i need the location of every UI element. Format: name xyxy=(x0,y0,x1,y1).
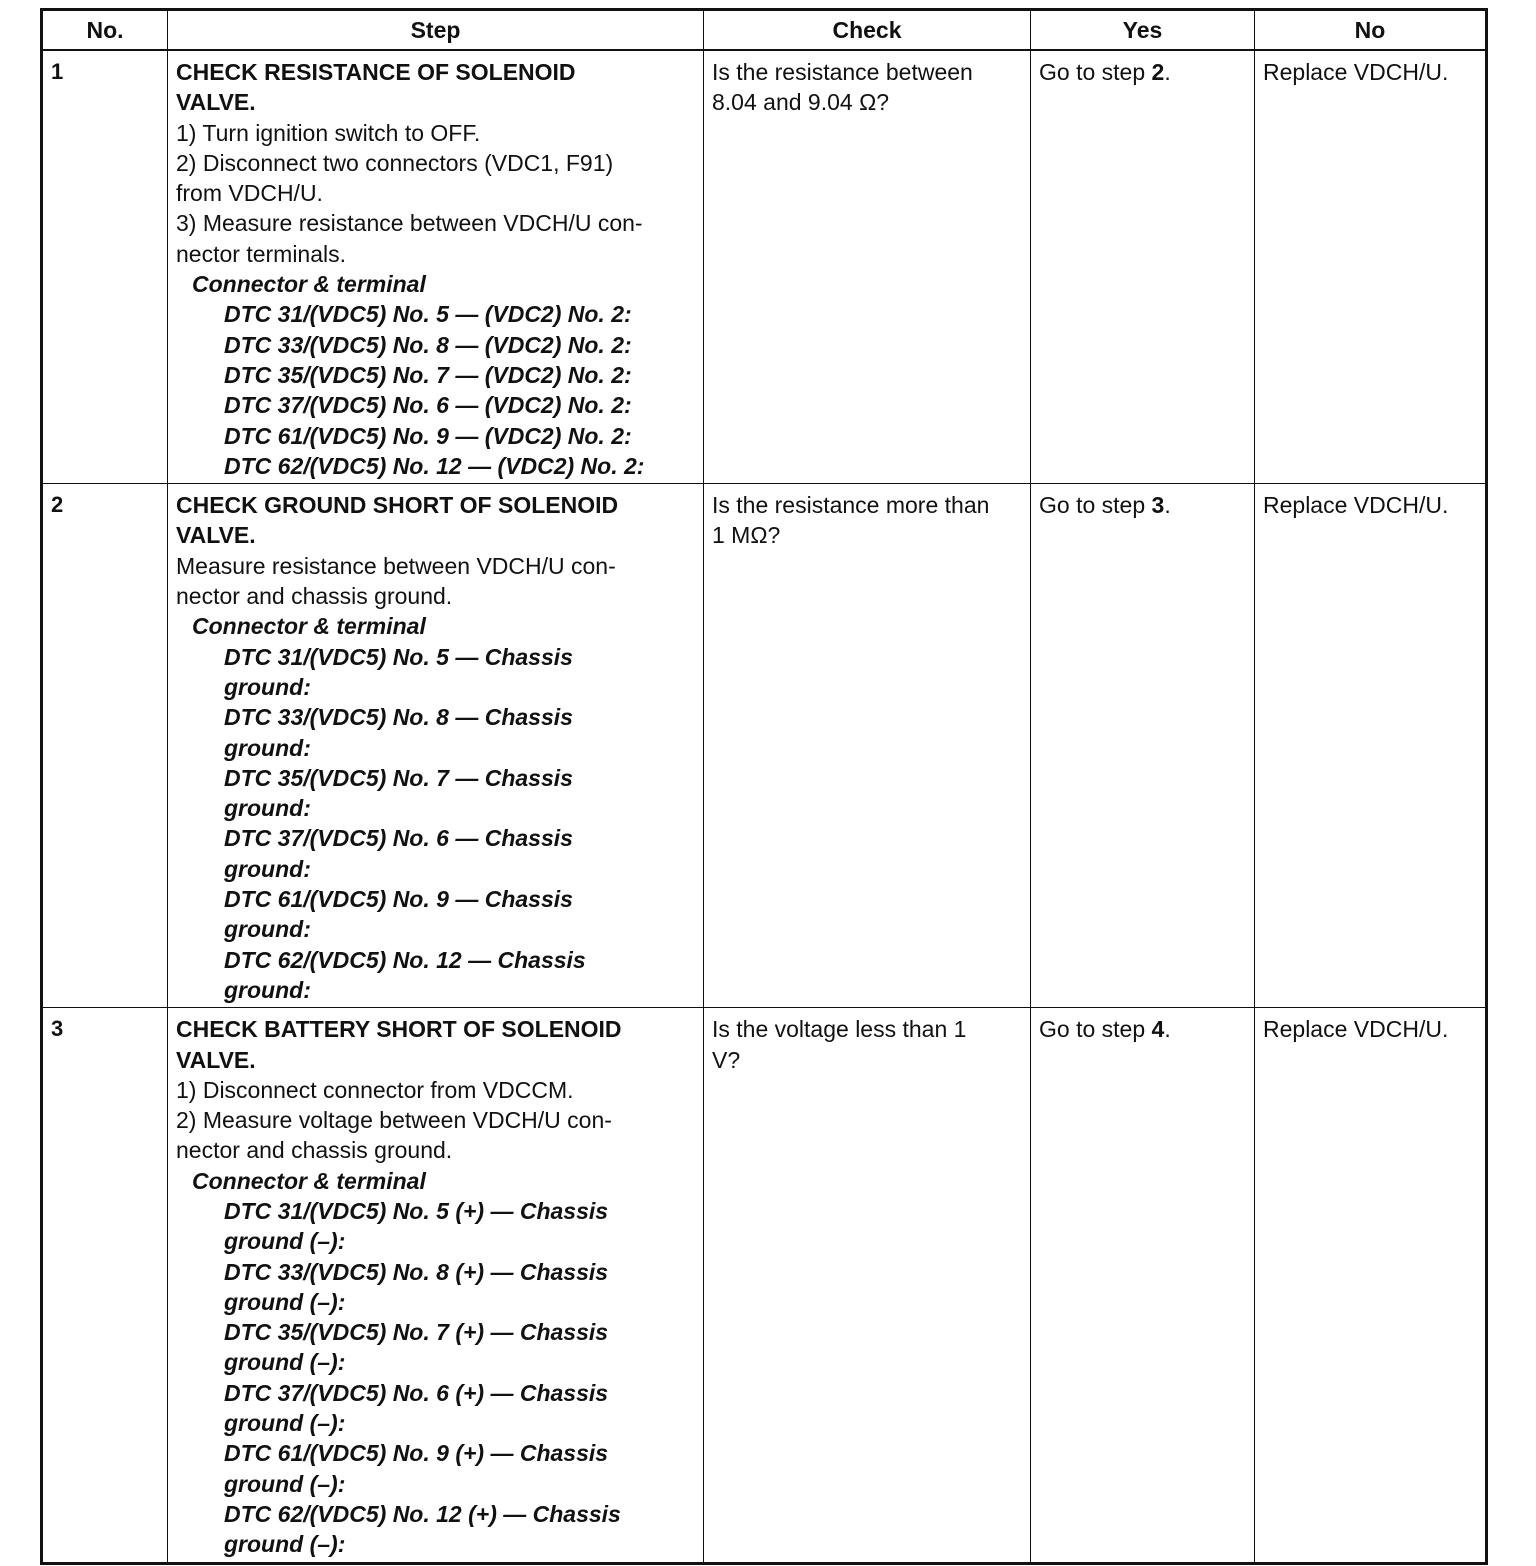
header-yes: Yes xyxy=(1031,10,1255,51)
terminal-item: DTC 37/(VDC5) No. 6 (+) — Chassis xyxy=(224,1379,609,1406)
step-instruction: nector and chassis ground. xyxy=(176,1137,453,1164)
step-number-cell: 2 xyxy=(42,484,168,1008)
terminal-item: DTC 33/(VDC5) No. 8 — Chassis xyxy=(224,704,573,731)
terminal-item: ground (–): xyxy=(224,1470,346,1497)
connector-heading: Connector & terminal xyxy=(192,1167,426,1194)
terminal-item: ground: xyxy=(224,673,311,700)
step-instruction: nector and chassis ground. xyxy=(176,583,453,610)
terminal-item: DTC 35/(VDC5) No. 7 (+) — Chassis xyxy=(224,1319,609,1346)
terminal-item: ground: xyxy=(224,795,311,822)
terminal-item: DTC 35/(VDC5) No. 7 — (VDC2) No. 2: xyxy=(224,361,632,388)
terminal-item: ground: xyxy=(224,734,311,761)
header-row xyxy=(42,10,1487,51)
step-instruction: from VDCH/U. xyxy=(176,180,323,207)
step-number-cell: 1 xyxy=(42,50,168,484)
table-row xyxy=(42,1008,1487,1563)
step-title: CHECK RESISTANCE OF SOLENOID xyxy=(176,59,576,85)
step-title: VALVE. xyxy=(176,89,256,116)
header-no: No. xyxy=(42,10,168,51)
terminal-item: DTC 62/(VDC5) No. 12 — Chassis xyxy=(224,946,586,973)
yes-cell xyxy=(1031,484,1255,1008)
yes-step-number: 3 xyxy=(1151,492,1165,519)
check-cell xyxy=(704,484,1031,1008)
connector-heading: Connector & terminal xyxy=(192,271,426,298)
yes-prefix: Go to step xyxy=(1039,59,1152,85)
yes-step-number: 2 xyxy=(1151,59,1165,85)
yes-cell xyxy=(1031,50,1255,484)
check-text: 1 MΩ? xyxy=(712,522,781,549)
terminal-item: DTC 37/(VDC5) No. 6 — (VDC2) No. 2: xyxy=(224,392,632,419)
terminal-item: ground: xyxy=(224,916,311,943)
terminal-item: DTC 61/(VDC5) No. 9 — (VDC2) No. 2: xyxy=(224,422,632,449)
connector-heading: Connector & terminal xyxy=(192,613,426,640)
no-action-cell: Replace VDCH/U. xyxy=(1255,484,1487,1008)
check-text: V? xyxy=(712,1046,741,1073)
terminal-item: DTC 33/(VDC5) No. 8 — (VDC2) No. 2: xyxy=(224,331,632,358)
terminal-item: DTC 61/(VDC5) No. 9 — Chassis xyxy=(224,886,573,913)
terminal-item: ground (–): xyxy=(224,1288,346,1315)
terminal-item: DTC 31/(VDC5) No. 5 — (VDC2) No. 2: xyxy=(224,301,632,328)
step-instruction: 2) Measure voltage between VDCH/U con- xyxy=(176,1107,612,1134)
terminal-item: DTC 31/(VDC5) No. 5 (+) — Chassis xyxy=(224,1197,609,1224)
step-instruction: 3) Measure resistance between VDCH/U con- xyxy=(176,210,643,237)
check-text: Is the voltage less than 1 xyxy=(712,1016,967,1043)
step-title: CHECK GROUND SHORT OF SOLENOID xyxy=(176,492,619,519)
step-title: CHECK BATTERY SHORT OF SOLENOID xyxy=(176,1016,622,1043)
check-text: 8.04 and 9.04 Ω? xyxy=(712,89,890,116)
step-instruction: Measure resistance between VDCH/U con- xyxy=(176,552,616,579)
step-cell xyxy=(168,1008,704,1563)
step-instruction: nector terminals. xyxy=(176,240,347,267)
terminal-item: ground: xyxy=(224,976,311,1003)
yes-prefix: Go to step xyxy=(1039,1016,1152,1043)
check-cell xyxy=(704,1008,1031,1563)
terminal-item: DTC 33/(VDC5) No. 8 (+) — Chassis xyxy=(224,1258,609,1285)
table-row xyxy=(42,484,1487,1008)
step-title: VALVE. xyxy=(176,1046,256,1073)
header-step: Step xyxy=(168,10,704,51)
step-instruction: 1) Disconnect connector from VDCCM. xyxy=(176,1076,574,1103)
check-cell xyxy=(704,50,1031,484)
yes-cell xyxy=(1031,1008,1255,1563)
terminal-item: DTC 35/(VDC5) No. 7 — Chassis xyxy=(224,764,573,791)
step-cell xyxy=(168,50,704,484)
terminal-item: ground (–): xyxy=(224,1228,346,1255)
terminal-item: ground: xyxy=(224,855,311,882)
terminal-item: ground (–): xyxy=(224,1410,346,1437)
yes-prefix: Go to step xyxy=(1039,492,1152,519)
step-instruction: 1) Turn ignition switch to OFF. xyxy=(176,119,481,146)
header-no-result: No xyxy=(1255,10,1487,51)
terminal-item: DTC 62/(VDC5) No. 12 — (VDC2) No. 2: xyxy=(224,452,645,479)
no-action-cell: Replace VDCH/U. xyxy=(1255,50,1487,484)
step-number-cell: 3 xyxy=(42,1008,168,1563)
yes-suffix: . xyxy=(1164,1016,1171,1043)
step-cell xyxy=(168,484,704,1008)
no-action-cell: Replace VDCH/U. xyxy=(1255,1008,1487,1563)
yes-step-number: 4 xyxy=(1151,1016,1165,1043)
terminal-item: DTC 37/(VDC5) No. 6 — Chassis xyxy=(224,825,573,852)
terminal-item: DTC 31/(VDC5) No. 5 — Chassis xyxy=(224,643,573,670)
header-check: Check xyxy=(704,10,1031,51)
terminal-item: DTC 62/(VDC5) No. 12 (+) — Chassis xyxy=(224,1500,621,1527)
table-row xyxy=(42,50,1487,484)
terminal-item: ground (–): xyxy=(224,1531,346,1558)
check-text: Is the resistance more than xyxy=(712,492,990,519)
step-instruction: 2) Disconnect two connectors (VDC1, F91) xyxy=(176,149,614,176)
yes-suffix: . xyxy=(1164,492,1171,519)
terminal-item: ground (–): xyxy=(224,1349,346,1376)
diagnostic-table xyxy=(40,8,1488,1565)
step-title: VALVE. xyxy=(176,522,256,549)
terminal-item: DTC 61/(VDC5) No. 9 (+) — Chassis xyxy=(224,1440,609,1467)
check-text: Is the resistance between xyxy=(712,59,973,85)
yes-suffix: . xyxy=(1164,59,1171,85)
